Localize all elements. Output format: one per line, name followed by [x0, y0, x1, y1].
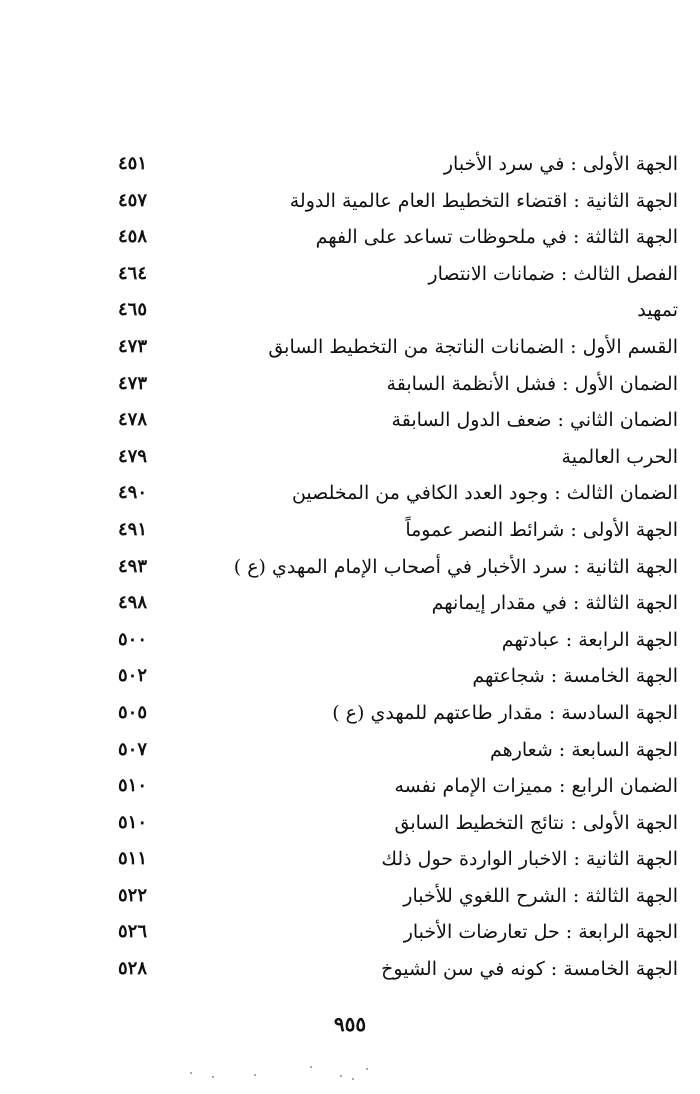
toc-entry-title: الجهة الثالثة : في ملحوظات تساعد على الفهم	[315, 226, 678, 249]
toc-entry	[118, 367, 678, 404]
table-of-contents	[118, 147, 678, 989]
toc-entry	[118, 915, 678, 952]
toc-entry	[118, 952, 678, 989]
toc-entry	[118, 403, 678, 440]
toc-entry-page: ٤٦٥	[118, 299, 148, 321]
toc-entry-title: القسم الأول : الضمانات الناتجة من التخطيط السابق	[268, 335, 678, 358]
toc-entry-page: ٤٥٨	[118, 226, 148, 248]
toc-entry-page: ٥٢٨	[118, 958, 148, 980]
scan-specks	[190, 1066, 390, 1086]
toc-entry	[118, 147, 678, 184]
toc-entry	[118, 330, 678, 367]
toc-entry-title: الضمان الثالث : وجود العدد الكافي من المخلصين	[291, 482, 678, 505]
toc-entry	[118, 476, 678, 513]
toc-entry	[118, 257, 678, 294]
toc-entry-title: الجهة السابعة : شعارهم	[490, 738, 678, 761]
toc-entry-page: ٥٠٧	[118, 738, 148, 760]
toc-entry-title: الضمان الرابع : مميزات الإمام نفسه	[394, 775, 678, 798]
toc-entry-page: ٥١١	[118, 848, 148, 870]
toc-entry	[118, 586, 678, 623]
toc-entry-title: الفصل الثالث : ضمانات الانتصار	[428, 262, 678, 285]
toc-entry-page: ٥٠٥	[118, 701, 148, 723]
toc-entry-page: ٤٦٤	[118, 262, 148, 284]
toc-entry-page: ٤٥١	[118, 153, 148, 174]
toc-entry	[118, 842, 678, 879]
toc-entry-page: ٥١٠	[118, 775, 148, 797]
toc-entry-title: الجهة الخامسة : كونه في سن الشيوخ	[381, 958, 678, 981]
toc-entry-title: الضمان الأول : فشل الأنظمة السابقة	[386, 372, 678, 395]
toc-entry-page: ٤٩٣	[118, 555, 148, 577]
toc-entry-page: ٥٠٢	[118, 665, 148, 687]
toc-entry-page: ٤٥٧	[118, 189, 148, 211]
toc-entry-title: الجهة الأولى : في سرد الأخبار	[443, 153, 678, 175]
toc-entry-title: الجهة الثالثة : في مقدار إيمانهم	[431, 592, 678, 615]
toc-entry-title: الجهة السادسة : مقدار طاعتهم للمهدي (ع )	[332, 701, 678, 724]
toc-entry-page: ٤٩٠	[118, 482, 148, 504]
toc-entry-title: الضمان الثاني : ضعف الدول السابقة	[391, 409, 678, 432]
toc-entry	[118, 293, 678, 330]
toc-entry	[118, 769, 678, 806]
toc-entry-title: الجهة الثانية : الاخبار الواردة حول ذلك	[381, 848, 678, 871]
toc-entry-title: الجهة الأولى : نتائج التخطيط السابق	[394, 811, 678, 834]
toc-entry-title: الجهة الثانية : سرد الأخبار في أصحاب الإمام المهدي (ع )	[233, 555, 678, 578]
toc-entry	[118, 513, 678, 550]
toc-entry	[118, 623, 678, 660]
toc-entry-page: ٥٠٠	[118, 628, 148, 650]
toc-entry	[118, 440, 678, 477]
toc-entry-page: ٤٩١	[118, 518, 148, 540]
toc-entry-title: تمهيد	[637, 299, 678, 322]
toc-entry	[118, 220, 678, 257]
toc-entry-page: ٥١٠	[118, 811, 148, 833]
toc-entry-title: الجهة الرابعة : حل تعارضات الأخبار	[403, 921, 678, 944]
toc-entry-title: الجهة الخامسة : شجاعتهم	[472, 665, 678, 688]
toc-entry-title: الحرب العالمية	[561, 445, 678, 468]
toc-entry	[118, 806, 678, 843]
toc-entry-page: ٤٧٩	[118, 445, 148, 467]
toc-entry	[118, 879, 678, 916]
toc-entry-title: الجهة الثالثة : الشرح اللغوي للأخبار	[403, 884, 678, 907]
toc-entry-title: الجهة الثانية : اقتضاء التخطيط العام عالمية الدولة	[289, 189, 678, 212]
toc-entry-page: ٥٢٦	[118, 921, 148, 943]
toc-entry	[118, 696, 678, 733]
page-number: ٩٥٥	[333, 1012, 367, 1036]
toc-entry	[118, 550, 678, 587]
toc-entry-page: ٥٢٢	[118, 884, 148, 906]
toc-entry	[118, 184, 678, 221]
toc-entry-title: الجهة الأولى : شرائط النصر عموماً	[405, 518, 678, 541]
toc-entry-page: ٤٧٣	[118, 335, 148, 357]
toc-entry-title: الجهة الرابعة : عبادتهم	[501, 628, 678, 651]
toc-entry-page: ٤٩٨	[118, 592, 148, 614]
toc-entry	[118, 659, 678, 696]
toc-entry-page: ٤٧٨	[118, 409, 148, 431]
toc-entry	[118, 733, 678, 770]
toc-entry-page: ٤٧٣	[118, 372, 148, 394]
